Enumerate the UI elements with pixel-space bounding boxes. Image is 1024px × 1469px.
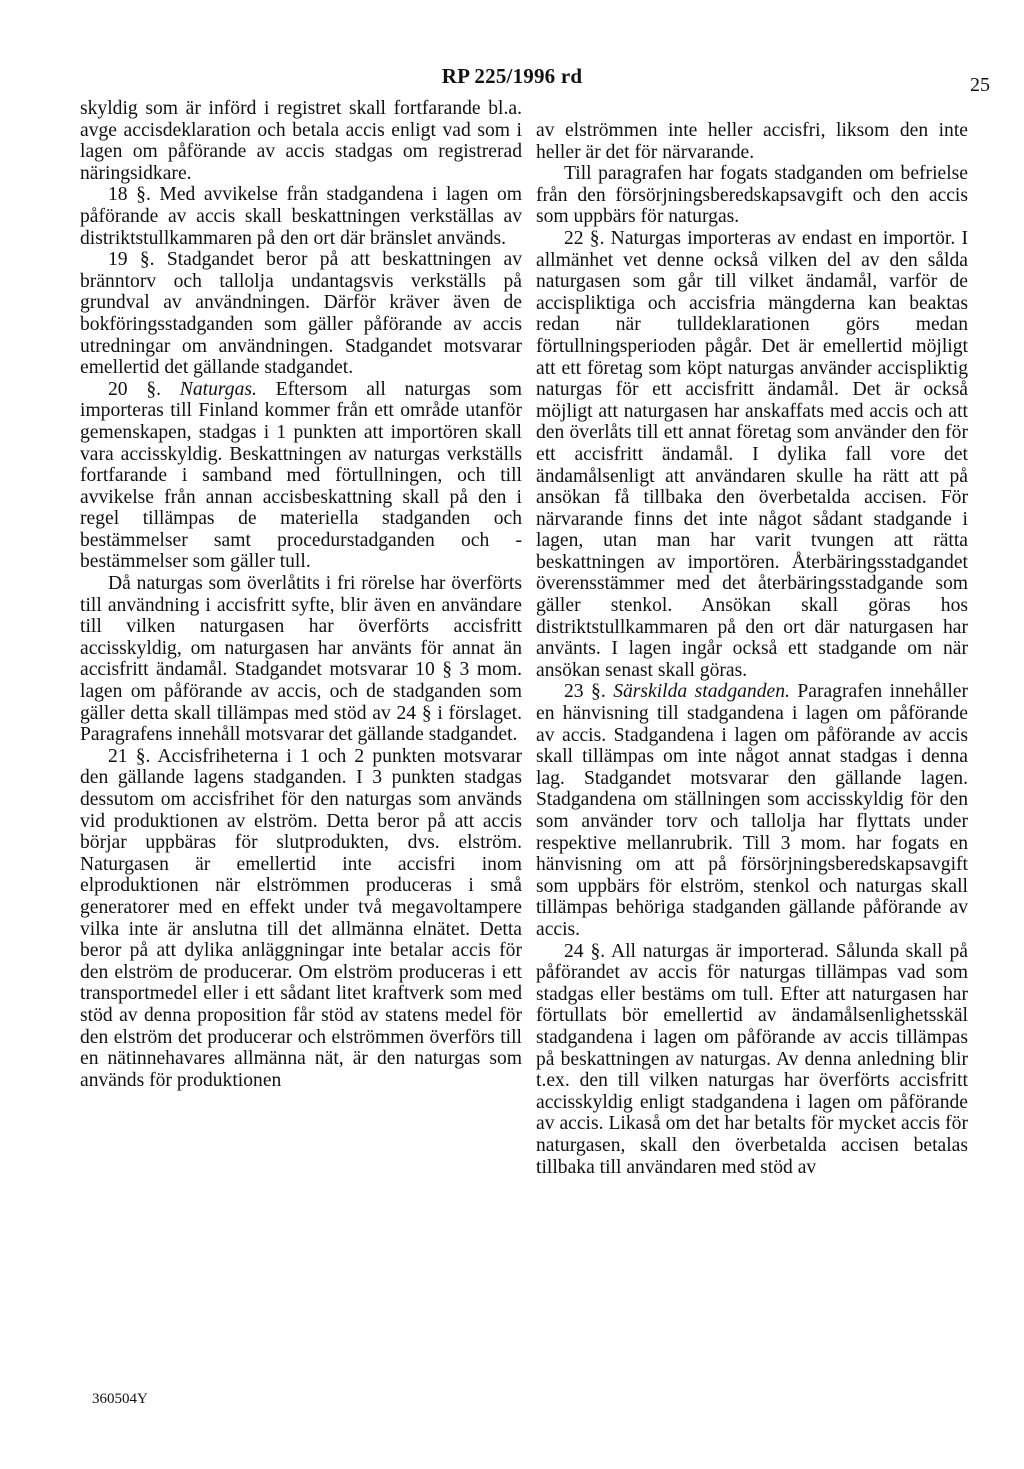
print-code: 360504Y (92, 1391, 148, 1407)
paragraph: 18 §. Med avvikelse från stadgandena i lagen om påförande av accis skall beskattningen verkställas av distriktstullkammaren på den ort där bränslet används. (80, 184, 522, 249)
paragraph: Då naturgas som överlåtits i fri rörelse har överförts till användning i accisfritt syfte, blir även en användare till vilken naturgasen har överförts accisfritt accisskyldig, om naturgasen har använts för annat än accisfritt ändamål. Stadgandet motsvarar 10 § 3 mom. lagen om påförande av accis, och de stadganden som gäller detta skall tillämpas med stöd av 24 § i förslaget. Paragrafens innehåll motsvarar det gällande stadgandet. (80, 573, 522, 746)
paragraph: 19 §. Stadgandet beror på att beskattningen av bränntorv och tallolja undantagsvis verkställs på grundval av användningen. Därför kräver även de bokföringsstadganden som gäller påförande av accis utredningar om användningen. Stadgandet motsvarar emellertid det gällande stadgandet. (80, 249, 522, 379)
paragraph: av elströmmen inte heller accisfri, liksom den inte heller är det för närvarande. (536, 120, 968, 163)
paragraph: skyldig som är införd i registret skall fortfarande bl.a. avge accisdeklaration och betala accis enligt vad som i lagen om påförande av accis stadgas om registrerad näringsidkare. (80, 98, 522, 184)
paragraph (536, 681, 968, 940)
paragraph: 22 §. Naturgas importeras av endast en importör. I allmänhet vet denne också vilken del av den sålda naturgasen som går till vilket ändamål, varför de accispliktiga och accisfria mängderna kan beaktas redan när tulldeklarationen görs medan förtullningsperioden pågår. Det är emellertid möjligt att ett företag som köpt naturgas använder accispliktig naturgas för ett accisfritt ändamål. Det är också möjligt att naturgasen har anskaffats med accis och att den överlåts till ett annat företag som använder den för ett accisfritt ändamål. I dylika fall vore det ändamålsenligt att användaren skulle ha rätt att på ansökan få tillbaka den överbetalda accisen. För närvarande finns det inte något sådant stadgande i lagen, utan man har varit tvungen att rätta beskattningen av importören. Återbäringsstadgandet överensstämmer med det återbäringsstadgande som gäller stenkol. Ansökan skall göras hos distriktstullkammaren på den ort där naturgasen har använts. I lagen ingår också ett stadgande om när ansökan senast skall göras. (536, 227, 968, 681)
section-number: 23 §. (564, 681, 614, 703)
paragraph: 21 §. Accisfriheterna i 1 och 2 punkten motsvarar den gällande lagens stadganden. I 3 punkten stadgas dessutom om accisfrihet för den naturgas som används vid produktionen av elström. Detta beror på att accis börjar uppbäras för slutprodukten, dvs. elström. Naturgasen är emellertid inte accisfri inom elproduktionen när elströmmen produceras i små generatorer med en effekt under två megavoltampere vilka inte är anslutna till det allmänna elnätet. Detta beror på att dylika anläggningar inte betalar accis för den elström de producerar. Om elström produceras i ett transportmedel eller i ett sådant litet kraftverk som med stöd av denna proposition får stöd av statens medel för den elström det producerar och elströmmen överförs till en nätinnehavares allmänna nät, är den naturgas som används för produktionen (80, 745, 522, 1091)
page-number: 25 (970, 74, 990, 96)
section-heading: Naturgas. (179, 378, 257, 400)
section-number: 20 §. (108, 378, 180, 400)
right-column (536, 120, 968, 1178)
section-heading: Särskilda stadganden. (613, 681, 790, 703)
page-header: RP 225/1996 rd (441, 64, 583, 88)
left-column (80, 98, 522, 1091)
paragraph-text: Eftersom all naturgas som importeras till Finland kommer från ett område utanför gemenskapen, stadgas i 1 punkten att importören skall vara accisskyldig. Beskattningen av naturgas verkställs fortfarande i samband med förtullningen, och till avvikelse från annan accisbeskattning skall på den i regel tillämpas de materiella stadganden och bestämmelser samt procedurstadganden och -bestämmelser som gäller tull. (80, 378, 523, 573)
paragraph: Till paragrafen har fogats stadganden om befrielse från den försörjningsberedskapsavgift och den accis som uppbärs för naturgas. (536, 163, 968, 228)
paragraph: 24 §. All naturgas är importerad. Sålunda skall på påförandet av accis för naturgas tillämpas vad som stadgas eller bestäms om tull. Efter att naturgasen har förtullats bör emellertid av ändamålsenlighetsskäl stadgandena i lagen om påförande av accis tillämpas på beskattningen av naturgas. Av denna anledning blir t.ex. den till vilken naturgas har överförts accisfritt accisskyldig enligt stadgandena i lagen om påförande av accis. Likaså om det har betalts för mycket accis för naturgasen, skall den överbetalda accisen betalas tillbaka till användaren med stöd av (536, 940, 968, 1178)
paragraph (80, 379, 522, 573)
paragraph-text: Paragrafen innehåller en hänvisning till stadgandena i lagen om påförande av accis. Stadgandena i lagen om påförande av accis skall tillämpas om inte något annat stadgas i denna lag. Stadgandet motsvarar den gällande lagen. Stadgandena om ställningen som accisskyldig för den som använder torv och tallolja har flyttats under respektive mellanrubrik. Till 3 mom. har fogats en hänvisning om att på försörjningsberedskapsavgift som uppbärs för elström, stenkol och naturgas skall tillämpas behöriga stadganden gällande påförande av accis. (536, 681, 968, 940)
